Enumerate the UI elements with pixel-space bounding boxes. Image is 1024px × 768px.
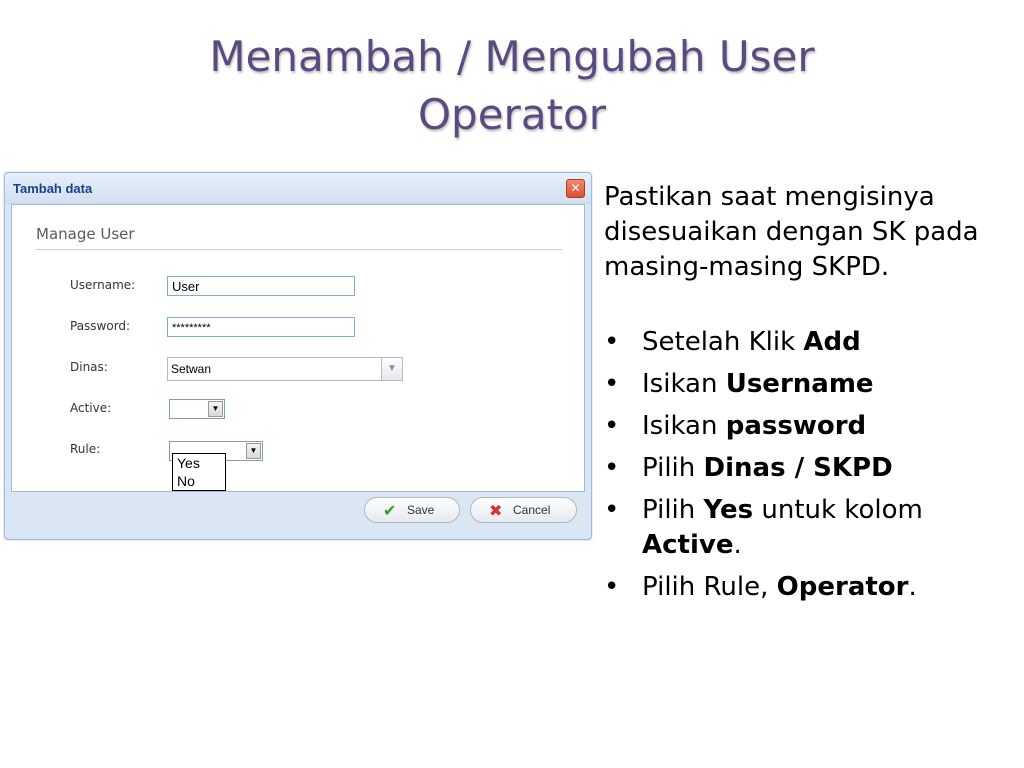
active-select[interactable] [169, 399, 225, 419]
cancel-button[interactable] [470, 497, 577, 523]
username-label: Username: [70, 278, 136, 292]
list-item: • Pilih Dinas / SKPD [604, 453, 893, 483]
list-item: • Pilih Rule, Operator. [604, 572, 917, 602]
list-item: • Setelah Klik Add [604, 327, 861, 357]
tambah-data-dialog [4, 172, 592, 540]
list-item: • Isikan Username [604, 369, 874, 399]
dialog-title: Tambah data [13, 181, 93, 196]
panel-title: Manage User [36, 225, 135, 243]
instruction-text [604, 180, 1014, 612]
cancel-button-label: Cancel [513, 503, 551, 517]
dropdown-option-no[interactable]: No [177, 473, 195, 489]
dinas-label: Dinas: [70, 360, 108, 374]
active-dropdown-list [172, 453, 226, 491]
password-input[interactable]: ********* [167, 317, 355, 337]
slide-title-line-2: Operator [418, 90, 606, 139]
instruction-list [604, 325, 1014, 605]
dropdown-arrow-icon[interactable]: ▼ [246, 443, 261, 459]
dropdown-option-yes[interactable]: Yes [177, 455, 200, 471]
dropdown-arrow-icon[interactable]: ▼ [208, 401, 223, 417]
dinas-value: Setwan [171, 362, 212, 376]
close-icon[interactable]: ✕ [566, 179, 585, 198]
save-button-label: Save [407, 503, 435, 517]
checkmark-icon: ✔ [383, 503, 397, 520]
list-item: • Isikan password [604, 411, 867, 441]
active-label: Active: [70, 401, 112, 415]
intro-paragraph: Pastikan saat mengisinya disesuaikan dengan SK pada masing-masing SKPD. [604, 182, 979, 282]
list-item: • Pilih Yes untuk kolom Active. [604, 495, 923, 560]
chevron-down-icon[interactable]: ▼ [381, 358, 402, 380]
manage-user-panel [11, 204, 585, 492]
username-input[interactable]: User [167, 276, 355, 296]
rule-label: Rule: [70, 442, 101, 456]
slide-title [0, 28, 1024, 144]
cross-icon: ✖ [489, 503, 503, 520]
dinas-combo[interactable] [167, 357, 403, 381]
panel-divider [36, 249, 562, 250]
password-label: Password: [70, 319, 131, 333]
slide-title-line-1: Menambah / Mengubah User [209, 32, 815, 81]
dialog-header[interactable] [5, 173, 591, 204]
save-button[interactable] [364, 497, 460, 523]
